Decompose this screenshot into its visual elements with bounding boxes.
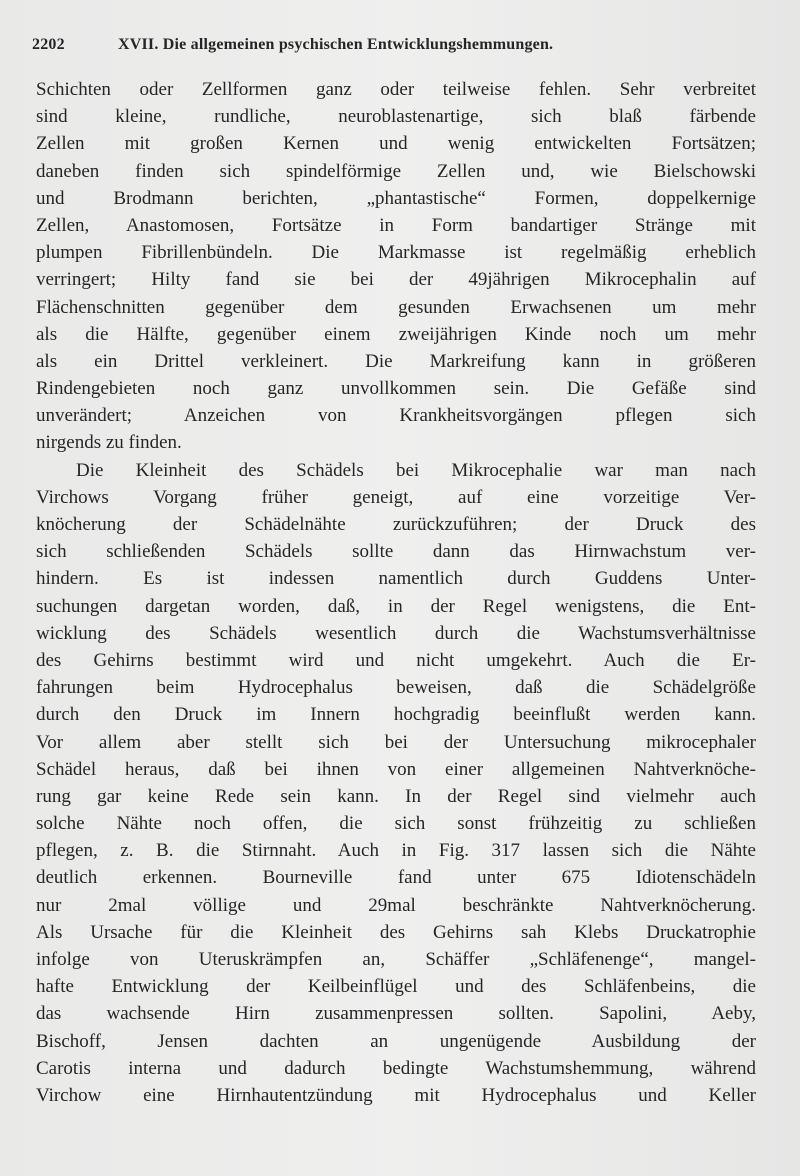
text-line: Zellen mit großen Kernen und wenig entwickelten Fortsätzen; [36,133,756,155]
text-line: daneben finden sich spindelförmige Zellen und, wie Bielschowski [36,160,756,182]
text-line: Virchows Vorgang früher geneigt, auf eine vorzeitige Ver- [36,486,756,508]
text-line: Rindengebieten noch ganz unvollkommen sein. Die Gefäße sind [36,378,756,400]
text-line: sind kleine, rundliche, neuroblastenartige, sich blaß färbende [36,106,756,128]
text-line: Zellen, Anastomosen, Fortsätze in Form bandartiger Stränge mit [36,214,756,236]
text-line: Virchow eine Hirnhautentzündung mit Hydrocephalus und Keller [36,1084,756,1106]
running-head [32,36,772,58]
text-line: infolge von Uteruskrämpfen an, Schäffer „Schläfenenge“, mangel- [36,949,756,970]
text-line: Bischoff, Jensen dachten an ungenügende Ausbildung der [36,1030,756,1052]
text-line: Vor allem aber stellt sich bei der Untersuchung mikrocephaler [36,731,756,753]
text-line: hindern. Es ist indessen namentlich durch Guddens Unter- [36,568,756,590]
text-line: fahrungen beim Hydrocephalus beweisen, daß die Schädelgröße [36,677,756,699]
text-line: Flächenschnitten gegenüber dem gesunden Erwachsenen um mehr [36,296,756,318]
paragraph-end-line: nirgends zu finden. [36,432,182,454]
text-line: suchungen dargetan worden, daß, in der Regel wenigstens, die Ent- [36,595,756,617]
chapter-title: XVII. Die allgemeinen psychischen Entwicklungshemmungen. [118,36,554,53]
text-line: durch den Druck im Innern hochgradig beeinflußt werden kann. [36,704,756,726]
text-line: Als Ursache für die Kleinheit des Gehirns sah Klebs Druckatrophie [36,921,756,943]
text-line: wicklung des Schädels wesentlich durch die Wachstumsverhältnisse [36,622,756,644]
body-text [36,76,756,1109]
text-line: Schädel heraus, daß bei ihnen von einer allgemeinen Nahtverknöche- [36,758,756,780]
text-line: sich schließenden Schädels sollte dann das Hirnwachstum ver- [36,541,756,563]
text-line: Schichten oder Zellformen ganz oder teilweise fehlen. Sehr verbreitet [36,79,756,100]
text-line: als die Hälfte, gegenüber einem zweijährigen Kinde noch um mehr [36,323,756,345]
text-line: des Gehirns bestimmt wird und nicht umgekehrt. Auch die Er- [36,649,756,671]
text-line: knöcherung der Schädelnähte zurückzuführen; der Druck des [36,514,756,535]
text-line: als ein Drittel verkleinert. Die Markreifung kann in größeren [36,350,756,372]
text-line: und Brodmann berichten, „phantastische“ Formen, doppelkernige [36,187,756,209]
text-line: hafte Entwicklung der Keilbeinflügel und des Schläfenbeins, die [36,976,756,998]
paragraph-start-line: Die Kleinheit des Schädels bei Mikrocephalie war man nach [76,459,756,481]
page-number: 2202 [32,36,65,53]
text-line: plumpen Fibrillenbündeln. Die Markmasse ist regelmäßig erheblich [36,242,756,264]
text-line: rung gar keine Rede sein kann. In der Regel sind vielmehr auch [36,785,756,807]
text-line: deutlich erkennen. Bourneville fand unter 675 Idiotenschädeln [36,867,756,889]
text-line: unverändert; Anzeichen von Krankheitsvorgängen pflegen sich [36,405,756,427]
text-line: solche Nähte noch offen, die sich sonst frühzeitig zu schließen [36,813,756,835]
text-line: Carotis interna und dadurch bedingte Wachstumshemmung, während [36,1057,756,1079]
text-line: pflegen, z. B. die Stirnnaht. Auch in Fig. 317 lassen sich die Nähte [36,840,756,862]
text-line: verringert; Hilty fand sie bei der 49jährigen Mikrocephalin auf [36,269,756,291]
text-line: das wachsende Hirn zusammenpressen sollten. Sapolini, Aeby, [36,1003,756,1025]
text-line: nur 2mal völlige und 29mal beschränkte Nahtverknöcherung. [36,894,756,916]
